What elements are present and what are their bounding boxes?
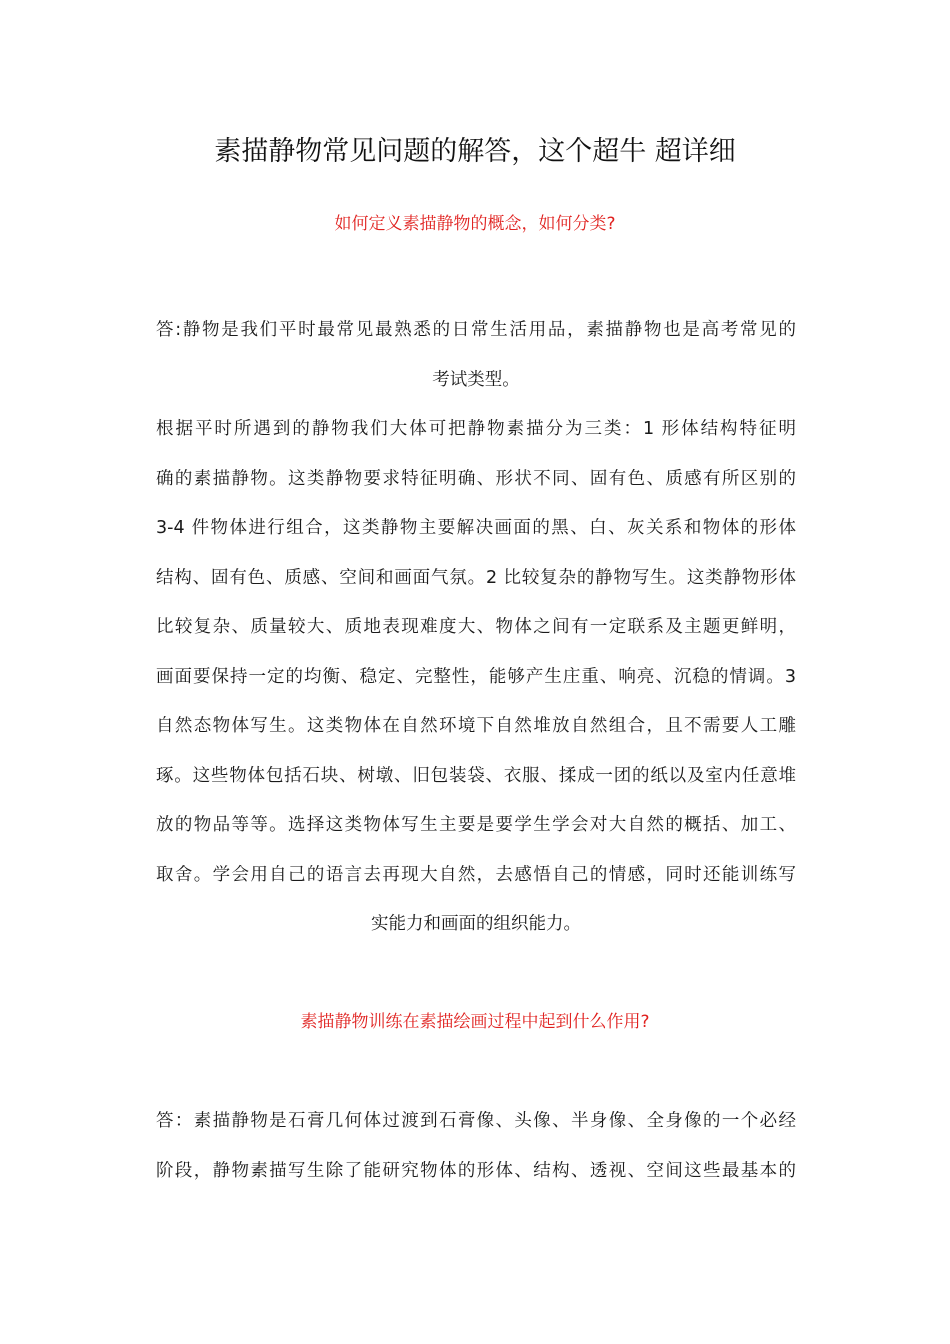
text-line: 答:静物是我们平时最常见最熟悉的日常生活用品，素描静物也是高考常见的 — [156, 320, 796, 340]
text-line: 阶段，静物素描写生除了能研究物体的形体、结构、透视、空间这些最基本的 — [156, 1160, 796, 1181]
answer-paragraph-intro — [156, 306, 796, 405]
section-heading-definition: 如何定义素描静物的概念，如何分类? — [334, 214, 616, 234]
text-line: 3-4 件物体进行组合，这类静物主要解决画面的黑、白、灰关系和物体的形体 — [156, 518, 796, 538]
document-title: 素描静物常见问题的解答，这个超牛 超详细 — [214, 136, 736, 167]
text-line: 放的物品等等。选择这类物体写生主要是要学生学会对大自然的概括、加工、 — [156, 815, 796, 835]
text-line: 结构、固有色、质感、空间和画面气氛。2 比较复杂的静物写生。这类静物形体 — [156, 567, 796, 588]
answer-paragraph-training-role — [156, 1097, 796, 1196]
text-line: 根据平时所遇到的静物我们大体可把静物素描分为三类：1 形体结构特征明 — [156, 419, 796, 439]
classification-paragraph — [156, 405, 796, 950]
text-line: 实能力和画面的组织能力。 — [371, 914, 581, 934]
section-heading-training-role: 素描静物训练在素描绘画过程中起到什么作用? — [300, 1012, 650, 1032]
text-line: 画面要保持一定的均衡、稳定、完整性，能够产生庄重、响亮、沉稳的情调。3 — [156, 666, 796, 687]
text-line: 比较复杂、质量较大、质地表现难度大、物体之间有一定联系及主题更鲜明， — [156, 617, 796, 637]
text-line: 自然态物体写生。这类物体在自然环境下自然堆放自然组合，且不需要人工雕 — [156, 716, 796, 736]
text-line: 琢。这些物体包括石块、树墩、旧包装袋、衣服、揉成一团的纸以及室内任意堆 — [156, 765, 796, 786]
text-line: 答：素描静物是石膏几何体过渡到石膏像、头像、半身像、全身像的一个必经 — [156, 1111, 796, 1131]
text-line: 取舍。学会用自己的语言去再现大自然，去感悟自己的情感，同时还能训练写 — [156, 864, 796, 885]
text-line: 确的素描静物。这类静物要求特征明确、形状不同、固有色、质感有所区别的 — [156, 468, 796, 489]
text-line: 考试类型。 — [432, 369, 520, 390]
